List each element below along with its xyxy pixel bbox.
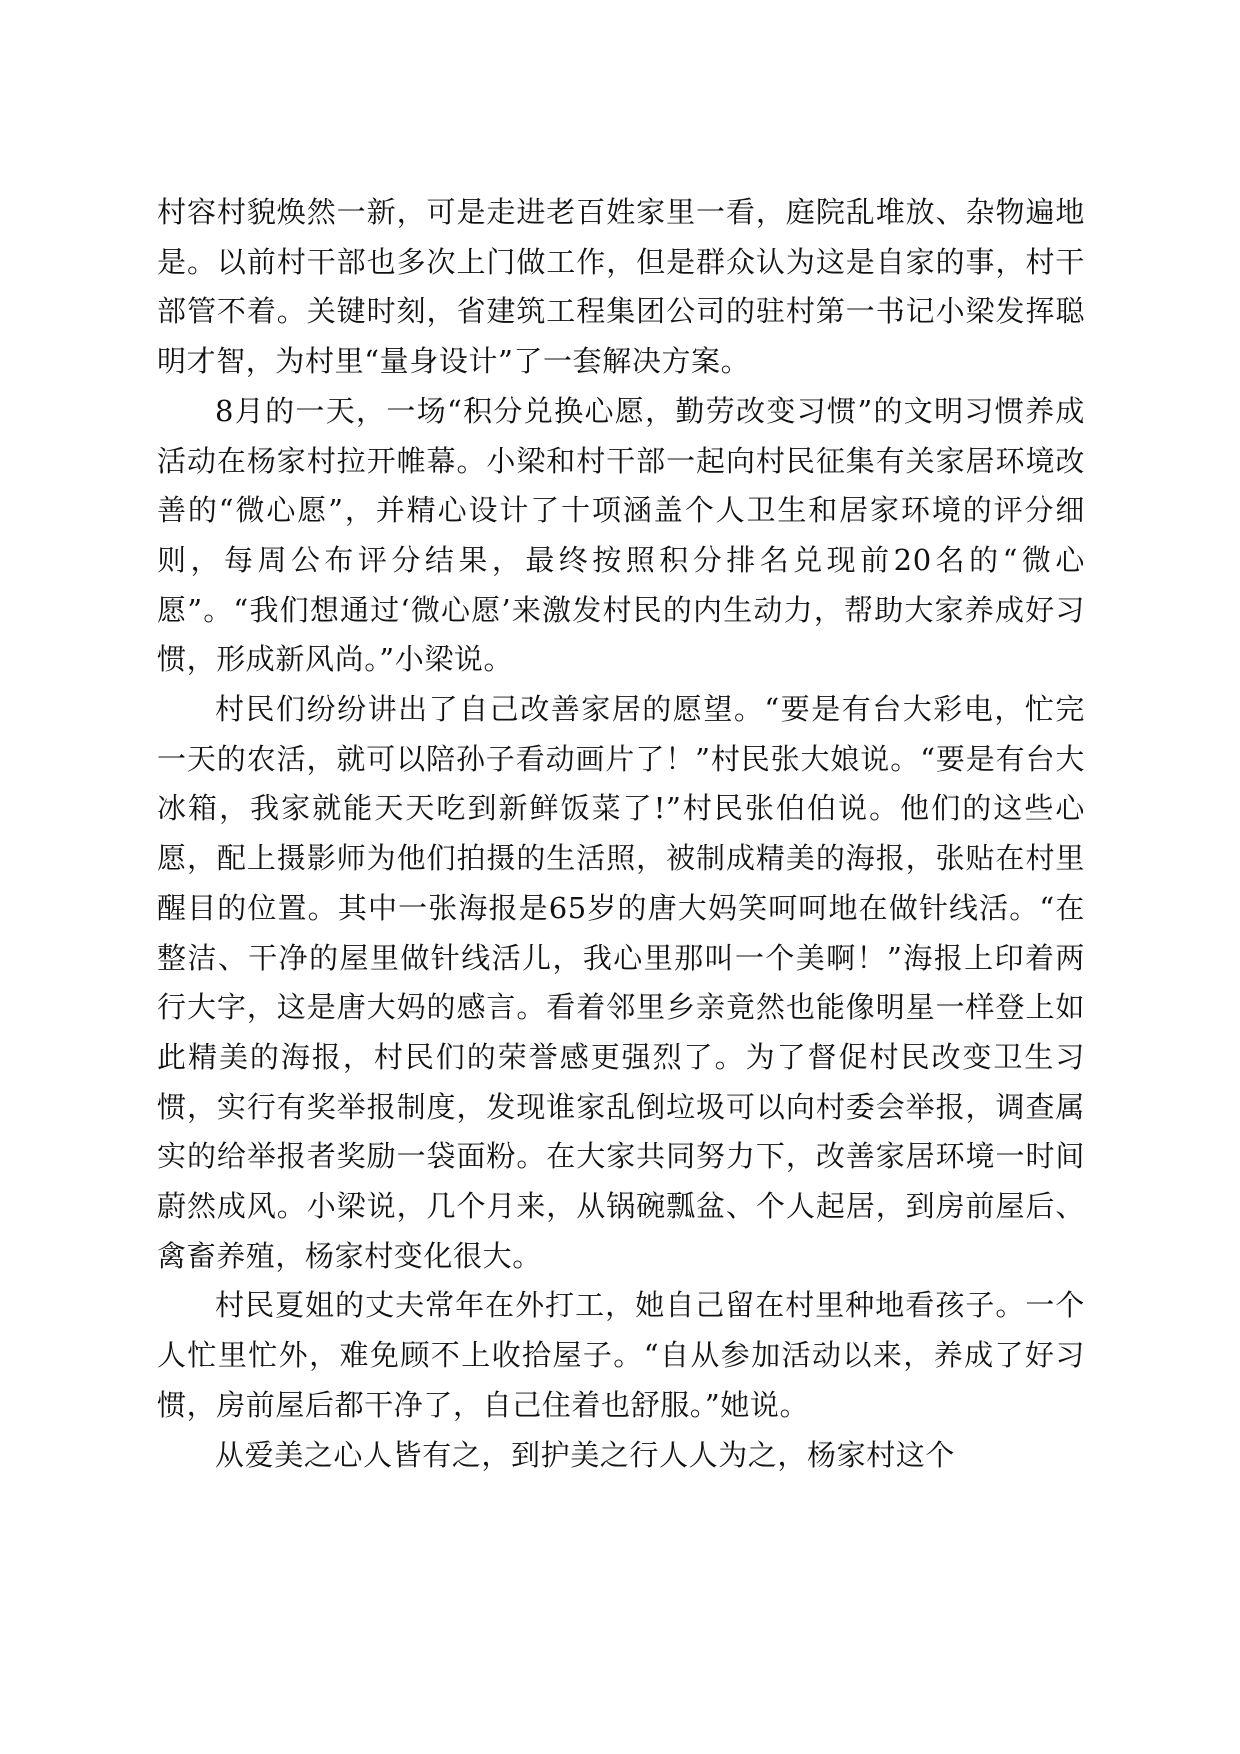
paragraph-continuation: 村容村貌焕然一新，可是走进老百姓家里一看，庭院乱堆放、杂物遍地是。以前村干部也多次上门做工作，但是群众认为这是自家的事，村干部管不着。关键时刻，省建筑工程集团公司的驻村第一书记小梁发挥聪明才智，为村里“量身设计”了一套解决方案。	[157, 195, 1085, 379]
paragraph-closing: 从爱美之心人皆有之，到护美之行人人为之，杨家村这个	[215, 1437, 956, 1472]
paragraph-villager-wishes: 村民们纷纷讲出了自己改善家居的愿望。“要是有台大彩电，忙完一天的农活，就可以陪孙子看动画片了！”村民张大娘说。“要是有台大冰箱，我家就能天天吃到新鲜饭菜了!”村民张伯伯说。他们的这些心愿，配上摄影师为他们拍摄的生活照，被制成精美的海报，张贴在村里醒目的位置。其中一张海报是65岁的唐大妈笑呵呵地在做针线活。“在整洁、干净的屋里做针线活儿，我心里那叫一个美啊！”海报上印着两行大字，这是唐大妈的感言。看着邻里乡亲竟然也能像明星一样登上如此精美的海报，村民们的荣誉感更强烈了。为了督促村民改变卫生习惯，实行有奖举报制度，发现谁家乱倒垃圾可以向村委会举报，调查属实的给举报者奖励一袋面粉。在大家共同努力下，改善家居环境一时间蔚然成风。小梁说，几个月来，从锅碗瓢盆、个人起居，到房前屋后、禽畜养殖，杨家村变化很大。	[157, 692, 1085, 1273]
article-body	[157, 188, 1085, 1480]
paragraph-sister-xia: 村民夏姐的丈夫常年在外打工，她自己留在村里种地看孩子。一个人忙里忙外，难免顾不上收拾屋子。“自从参加活动以来，养成了好习惯，房前屋后都干净了，自己住着也舒服。”她说。	[157, 1288, 1085, 1422]
paragraph-activity-launch: 8月的一天，一场“积分兑换心愿，勤劳改变习惯”的文明习惯养成活动在杨家村拉开帷幕。小梁和村干部一起向村民征集有关家居环境改善的“微心愿”，并精心设计了十项涵盖个人卫生和居家环境的评分细则，每周公布评分结果，最终按照积分排名兑现前20名的“微心愿”。“我们想通过‘微心愿’来激发村民的内生动力，帮助大家养成好习惯，形成新风尚。”小梁说。	[157, 393, 1085, 677]
